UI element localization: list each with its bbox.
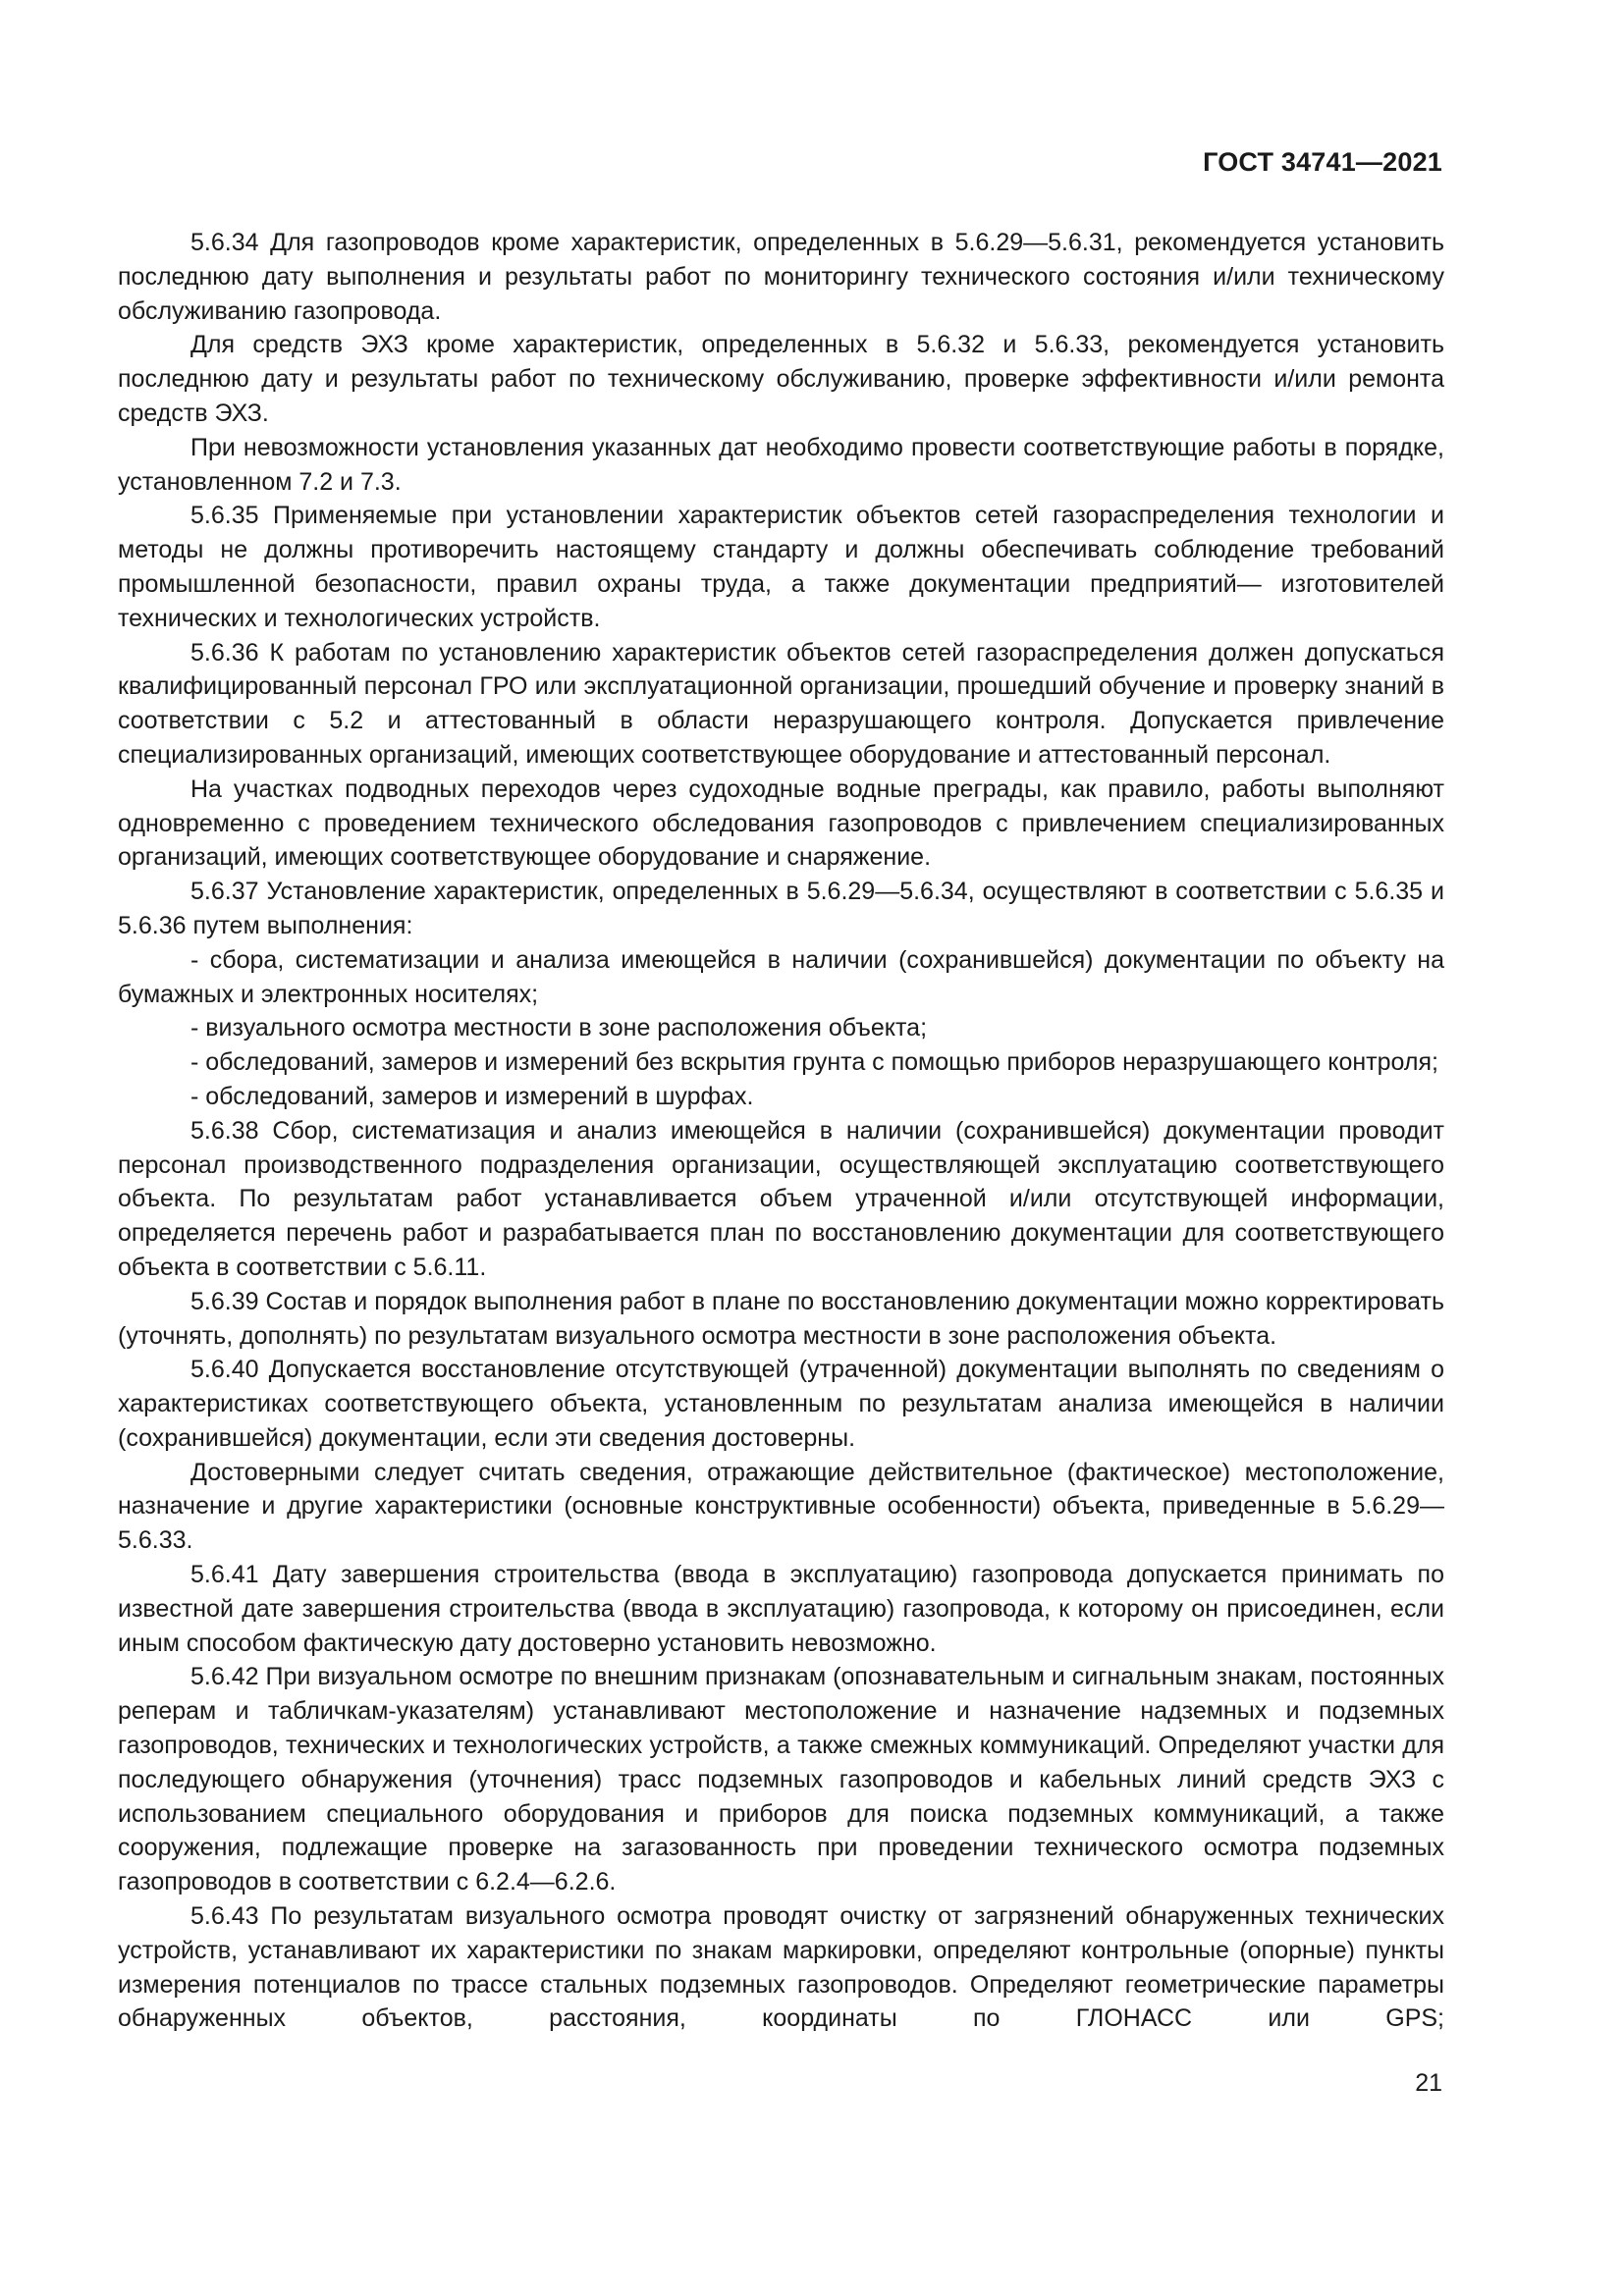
paragraph: 5.6.35 Применяемые при установлении характеристик объектов сетей газораспределения технологии и методы не должны противоречить настоящему стандарту и должны обеспечивать соблюдение требований промышленной безопасности, правил охраны труда, а также документации предприятий— изготовителей технических и технологических устройств.	[118, 502, 1444, 632]
paragraph: 5.6.42 При визуальном осмотре по внешним признакам (опознавательным и сигнальным знакам, постоянных реперам и табличкам-указателям) устанавливают местоположение и назначение надземных и подземных газопроводов, технических и технологических устройств, а также смежных коммуникаций. Определяют участки для последующего обнаружения (уточнения) трасс подземных газопроводов и кабельных линий средств ЭХЗ с использованием специального оборудования и приборов для поиска подземных коммуникаций, а также сооружения, подлежащие проверке на загазованность при проведении технического осмотра подземных газопроводов в соответствии с 6.2.4—6.2.6.	[118, 1663, 1444, 1896]
paragraph: При невозможности установления указанных дат необходимо провести соответствующие работы в порядке, установленном 7.2 и 7.3.	[118, 433, 1444, 496]
paragraph: 5.6.40 Допускается восстановление отсутствующей (утраченной) документации выполнять по сведениям о характеристиках соответствующего объекта, установленным по результатам анализа имеющейся в наличии (сохранившейся) документации, если эти сведения достоверны.	[118, 1356, 1444, 1452]
page-number: 21	[1415, 2069, 1442, 2097]
document-body	[118, 226, 1444, 2036]
paragraph: 5.6.36 К работам по установлению характеристик объектов сетей газораспределения должен допускаться квалифицированный персонал ГРО или эксплуатационной организации, прошедший обучение и проверку знаний в соответствии с 5.2 и аттестованный в области неразрушающего контроля. Допускается привлечение специализированных организаций, имеющих соответствующее оборудование и аттестованный персонал.	[118, 638, 1444, 769]
document-header: ГОСТ 34741—2021	[1203, 147, 1442, 177]
paragraph: 5.6.34 Для газопроводов кроме характеристик, определенных в 5.6.29—5.6.31, рекомендуется установить последнюю дату выполнения и результаты работ по мониторингу технического состояния и/или техническому обслуживанию газопровода.	[118, 229, 1444, 325]
paragraph: 5.6.41 Дату завершения строительства (ввода в эксплуатацию) газопровода допускается принимать по известной дате завершения строительства (ввода в эксплуатацию) газопровода, к которому он присоединен, если иным способом фактическую дату достоверно установить невозможно.	[118, 1561, 1444, 1657]
paragraph: 5.6.43 По результатам визуального осмотра проводят очистку от загрязнений обнаруженных технических устройств, устанавливают их характеристики по знакам маркировки, определяют контрольные (опорные) пункты измерения потенциалов по трассе стальных подземных газопроводов. Определяют геометрические параметры обнаруженных объектов, расстояния, координаты по ГЛОНАСС или GPS;	[118, 1902, 1444, 2033]
paragraph: Достоверными следует считать сведения, отражающие действительное (фактическое) местоположение, назначение и другие характеристики (основные конструктивные особенности) объекта, приведенные в 5.6.29—5.6.33.	[118, 1458, 1444, 1555]
list-item: - обследований, замеров и измерений без вскрытия грунта с помощью приборов неразрушающего контроля;	[190, 1048, 1438, 1077]
list-item: - визуального осмотра местности в зоне расположения объекта;	[190, 1014, 928, 1042]
paragraph: 5.6.39 Состав и порядок выполнения работ в плане по восстановлению документации можно корректировать (уточнять, дополнять) по результатам визуального осмотра местности в зоне расположения объекта.	[118, 1287, 1444, 1350]
paragraph: Для средств ЭХЗ кроме характеристик, определенных в 5.6.32 и 5.6.33, рекомендуется установить последнюю дату и результаты работ по техническому обслуживанию, проверке эффективности и/или ремонта средств ЭХЗ.	[118, 331, 1444, 427]
paragraph: 5.6.37 Установление характеристик, определенных в 5.6.29—5.6.34, осуществляют в соответствии с 5.6.35 и 5.6.36 путем выполнения:	[118, 878, 1444, 939]
list-item: - обследований, замеров и измерений в шурфах.	[190, 1082, 754, 1110]
list-item: - сбора, систематизации и анализа имеющейся в наличии (сохранившейся) документации по объекту на бумажных и электронных носителях;	[118, 945, 1444, 1008]
paragraph: 5.6.38 Сбор, систематизация и анализ имеющейся в наличии (сохранившейся) документации проводит персонал производственного подразделения организации, осуществляющей эксплуатацию соответствующего объекта. По результатам работ устанавливается объем утраченной и/или отсутствующей информации, определяется перечень работ и разрабатывается план по восстановлению документации для соответствующего объекта в соответствии с 5.6.11.	[118, 1116, 1444, 1281]
paragraph: На участках подводных переходов через судоходные водные преграды, как правило, работы выполняют одновременно с проведением технического обследования газопроводов с привлечением специализированных организаций, имеющих соответствующее оборудование и снаряжение.	[118, 774, 1444, 872]
